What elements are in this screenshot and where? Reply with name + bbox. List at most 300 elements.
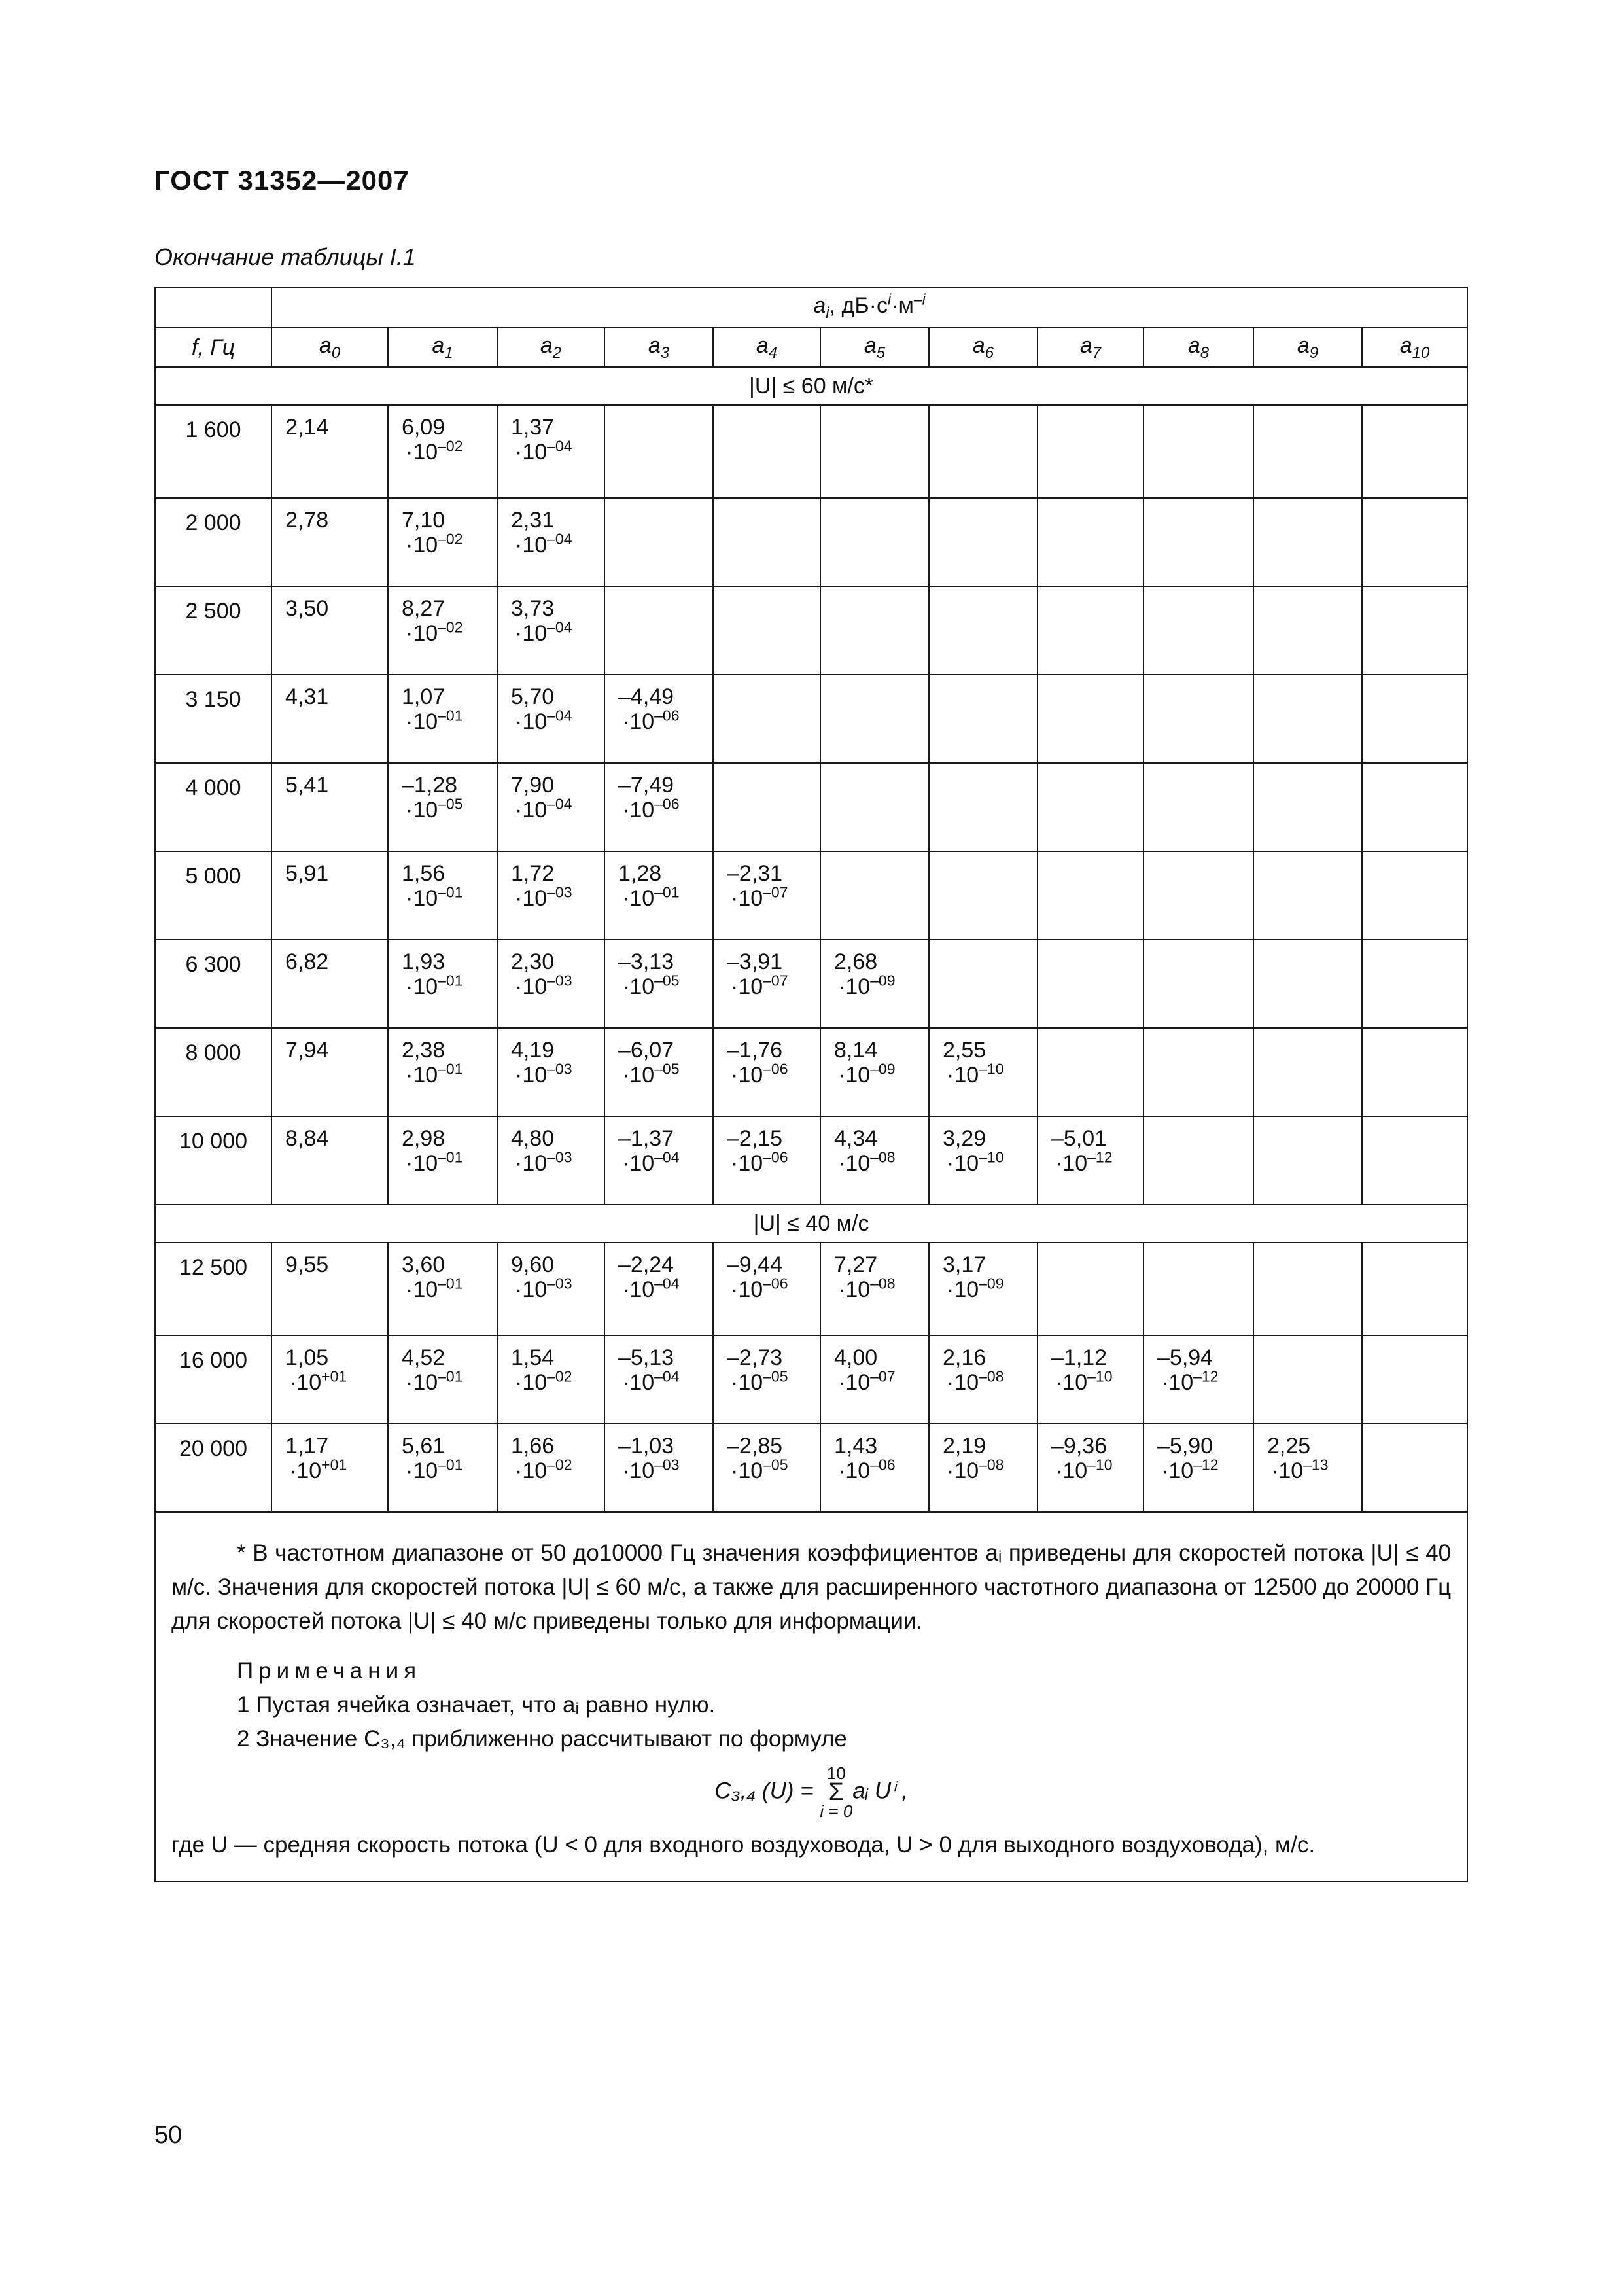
column-header-a5: $a_5$ xyxy=(820,328,929,367)
coefficient-exponent: $\cdot 10^{-04}$ xyxy=(622,1275,680,1302)
coefficient-cell-a2 xyxy=(497,405,604,498)
coefficient-cell-a6 xyxy=(929,1243,1038,1335)
coefficient-cell-a5 xyxy=(820,851,929,940)
coefficient-exponent: $\cdot 10^{-04}$ xyxy=(515,437,572,465)
table-row xyxy=(155,675,1467,763)
coefficient-cell-a10 xyxy=(1362,1116,1467,1205)
coefficient-cell-a2 xyxy=(497,1424,604,1512)
coefficient-cell-a2 xyxy=(497,1116,604,1205)
column-header-a2: $a_2$ xyxy=(497,328,604,367)
coefficient-mantissa: 1,54 xyxy=(511,1345,555,1370)
coefficient-exponent: $\cdot 10^{-03}$ xyxy=(622,1456,680,1483)
table-row xyxy=(155,586,1467,675)
coefficient-exponent: $\cdot 10^{+01}$ xyxy=(289,1368,347,1395)
coefficient-cell-a1 xyxy=(388,1028,497,1116)
coefficient-cell-a1 xyxy=(388,498,497,586)
coefficient-mantissa: –3,13 xyxy=(618,949,674,974)
coefficient-mantissa: 5,41 xyxy=(285,773,329,798)
coefficient-cell-a3 xyxy=(604,675,713,763)
coefficient-cell-a0 xyxy=(271,675,388,763)
coefficient-mantissa: 9,55 xyxy=(285,1252,329,1277)
coefficient-exponent: $\cdot 10^{-08}$ xyxy=(947,1368,1004,1395)
coefficient-mantissa: 7,90 xyxy=(511,773,555,798)
coefficient-cell-a6 xyxy=(929,763,1038,851)
coefficient-mantissa: 7,10 xyxy=(402,508,445,533)
coefficient-mantissa: 1,28 xyxy=(618,861,662,886)
coefficient-cell-a7 xyxy=(1038,405,1143,498)
table-row xyxy=(155,1335,1467,1424)
coefficient-cell-a4 xyxy=(713,1116,820,1205)
coefficient-exponent: $\cdot 10^{-03}$ xyxy=(515,1060,572,1087)
frequency-cell: 8 000 xyxy=(155,1028,271,1116)
coefficient-cell-a3 xyxy=(604,1028,713,1116)
coefficient-mantissa: –6,07 xyxy=(618,1038,674,1063)
coefficient-cell-a4 xyxy=(713,940,820,1028)
coefficient-cell-a10 xyxy=(1362,940,1467,1028)
coefficient-cell-a8 xyxy=(1143,1243,1253,1335)
coefficient-exponent: $\cdot 10^{-04}$ xyxy=(622,1368,680,1395)
coefficient-mantissa: 2,98 xyxy=(402,1126,445,1151)
coefficient-cell-a5 xyxy=(820,763,929,851)
coefficient-exponent: $\cdot 10^{-10}$ xyxy=(1055,1368,1113,1395)
table-row xyxy=(155,1243,1467,1335)
coefficient-exponent: $\cdot 10^{-07}$ xyxy=(731,972,788,999)
coefficient-cell-a2 xyxy=(497,1243,604,1335)
table-row xyxy=(155,1424,1467,1512)
footnote: * В частотном диапазоне от 50 до10000 Гц значения коэффициентов aᵢ приведены для скоростей потока |U| ≤ 40 м/с. Значения для скоростей потока |U| ≤ 60 м/с, а также для расширенного частотного диапазона от 12500 до 20000 Гц для скоростей потока |U| ≤ 40 м/с приведены только для информации. xyxy=(171,1540,1452,1634)
coefficient-cell-a0 xyxy=(271,1335,388,1424)
table-row xyxy=(155,763,1467,851)
coefficient-mantissa: 3,73 xyxy=(511,596,555,621)
coefficient-cell-a7 xyxy=(1038,586,1143,675)
coefficient-cell-a3 xyxy=(604,498,713,586)
coefficient-exponent: $\cdot 10^{-01}$ xyxy=(406,1148,463,1176)
coefficient-cell-a4 xyxy=(713,405,820,498)
formula xyxy=(171,1764,1451,1820)
coefficient-cell-a5 xyxy=(820,1424,929,1512)
coefficient-mantissa: –1,76 xyxy=(727,1038,783,1063)
coefficient-mantissa: –9,36 xyxy=(1051,1434,1108,1458)
coefficient-cell-a2 xyxy=(497,498,604,586)
coefficient-cell-a10 xyxy=(1362,586,1467,675)
coefficient-mantissa: –5,01 xyxy=(1051,1126,1108,1151)
table-row xyxy=(155,851,1467,940)
coefficient-exponent: $\cdot 10^{-04}$ xyxy=(622,1148,680,1176)
coefficient-exponent: $\cdot 10^{-08}$ xyxy=(947,1456,1004,1483)
coefficient-exponent: $\cdot 10^{-01}$ xyxy=(406,1368,463,1395)
notes-block xyxy=(155,1512,1467,1881)
coefficient-mantissa: –2,31 xyxy=(727,861,783,886)
frequency-cell: 1 600 xyxy=(155,405,271,498)
coefficient-cell-a2 xyxy=(497,586,604,675)
coefficient-cell-a9 xyxy=(1253,763,1362,851)
coefficient-exponent: $\cdot 10^{-03}$ xyxy=(515,972,572,999)
table-row xyxy=(155,498,1467,586)
coefficient-exponent: $\cdot 10^{-06}$ xyxy=(838,1456,896,1483)
coefficient-cell-a7 xyxy=(1038,763,1143,851)
coefficient-cell-a10 xyxy=(1362,675,1467,763)
coefficient-cell-a7 xyxy=(1038,1243,1143,1335)
coefficient-cell-a9 xyxy=(1253,405,1362,498)
coefficient-exponent: $\cdot 10^{-12}$ xyxy=(1055,1148,1113,1176)
coefficient-exponent: $\cdot 10^{-02}$ xyxy=(406,618,463,646)
coefficient-exponent: $\cdot 10^{-06}$ xyxy=(622,707,680,734)
coefficient-mantissa: 3,17 xyxy=(943,1252,986,1277)
coefficient-cell-a9 xyxy=(1253,1424,1362,1512)
coefficient-mantissa: –2,24 xyxy=(618,1252,674,1277)
coefficient-mantissa: 1,72 xyxy=(511,861,555,886)
coefficient-mantissa: –9,44 xyxy=(727,1252,783,1277)
coefficient-exponent: $\cdot 10^{+01}$ xyxy=(289,1456,347,1483)
coefficient-cell-a4 xyxy=(713,498,820,586)
coefficient-mantissa: 7,27 xyxy=(834,1252,878,1277)
page-number: 50 xyxy=(154,2121,183,2149)
coefficient-cell-a9 xyxy=(1253,675,1362,763)
coefficient-cell-a2 xyxy=(497,1335,604,1424)
coefficient-cell-a4 xyxy=(713,1335,820,1424)
column-header-a0: $a_0$ xyxy=(271,328,388,367)
coefficient-mantissa: 8,14 xyxy=(834,1038,878,1063)
table-row xyxy=(155,1116,1467,1205)
coefficient-cell-a2 xyxy=(497,675,604,763)
coefficient-mantissa: 5,70 xyxy=(511,684,555,709)
coefficient-cell-a5 xyxy=(820,1335,929,1424)
coefficient-cell-a2 xyxy=(497,940,604,1028)
coefficient-cell-a1 xyxy=(388,1243,497,1335)
coefficient-mantissa: 1,07 xyxy=(402,684,445,709)
column-header-a10: $a_{10}$ xyxy=(1362,328,1467,367)
coefficient-cell-a6 xyxy=(929,586,1038,675)
frequency-cell: 2 500 xyxy=(155,586,271,675)
coefficient-exponent: $\cdot 10^{-10}$ xyxy=(947,1060,1004,1087)
coefficient-exponent: $\cdot 10^{-04}$ xyxy=(515,618,572,646)
coefficient-exponent: $\cdot 10^{-09}$ xyxy=(838,1060,896,1087)
coefficient-cell-a9 xyxy=(1253,1335,1362,1424)
coefficient-cell-a3 xyxy=(604,851,713,940)
coefficient-exponent: $\cdot 10^{-02}$ xyxy=(515,1456,572,1483)
coefficient-mantissa: 2,31 xyxy=(511,508,555,533)
coefficient-mantissa: 6,82 xyxy=(285,949,329,974)
coefficient-exponent: $\cdot 10^{-08}$ xyxy=(838,1275,896,1302)
coefficient-cell-a5 xyxy=(820,405,929,498)
coefficient-cell-a8 xyxy=(1143,586,1253,675)
coefficient-cell-a9 xyxy=(1253,586,1362,675)
coefficient-cell-a3 xyxy=(604,405,713,498)
coefficient-exponent: $\cdot 10^{-10}$ xyxy=(947,1148,1004,1176)
coefficient-cell-a5 xyxy=(820,1028,929,1116)
units-header: $a_i$, $дБ\cdot с^i\cdot м^{-i}$ xyxy=(271,287,1467,328)
coefficient-mantissa: –7,49 xyxy=(618,773,674,798)
coefficient-cell-a8 xyxy=(1143,763,1253,851)
coefficient-cell-a8 xyxy=(1143,405,1253,498)
coefficient-mantissa: –5,90 xyxy=(1157,1434,1213,1458)
coefficient-cell-a1 xyxy=(388,851,497,940)
coefficient-cell-a0 xyxy=(271,1028,388,1116)
coefficient-cell-a9 xyxy=(1253,1116,1362,1205)
coefficient-mantissa: –2,85 xyxy=(727,1434,783,1458)
coefficient-cell-a4 xyxy=(713,1243,820,1335)
coefficient-cell-a0 xyxy=(271,763,388,851)
coefficient-mantissa: –1,37 xyxy=(618,1126,674,1151)
coefficient-cell-a8 xyxy=(1143,675,1253,763)
summation: 10 Σ i = 0 xyxy=(820,1763,853,1821)
coefficient-mantissa: 8,84 xyxy=(285,1126,329,1151)
note-1: 1 Пустая ячейка означает, что aᵢ равно нулю. xyxy=(237,1692,716,1718)
coefficient-mantissa: 3,29 xyxy=(943,1126,986,1151)
coefficient-exponent: $\cdot 10^{-12}$ xyxy=(1161,1456,1219,1483)
coefficient-cell-a5 xyxy=(820,586,929,675)
coefficient-cell-a0 xyxy=(271,1243,388,1335)
coefficient-mantissa: 2,14 xyxy=(285,415,329,440)
coefficient-mantissa: 3,50 xyxy=(285,596,329,621)
coefficient-cell-a9 xyxy=(1253,940,1362,1028)
coefficient-cell-a1 xyxy=(388,1424,497,1512)
coefficient-exponent: $\cdot 10^{-01}$ xyxy=(406,1275,463,1302)
coefficient-mantissa: 2,19 xyxy=(943,1434,986,1458)
coefficient-cell-a1 xyxy=(388,405,497,498)
coefficient-cell-a7 xyxy=(1038,851,1143,940)
column-header-f: f, Гц xyxy=(155,328,271,367)
coefficient-exponent: $\cdot 10^{-06}$ xyxy=(622,795,680,822)
coefficient-cell-a9 xyxy=(1253,851,1362,940)
frequency-cell: 6 300 xyxy=(155,940,271,1028)
coefficient-cell-a3 xyxy=(604,940,713,1028)
coefficient-exponent: $\cdot 10^{-05}$ xyxy=(731,1368,788,1395)
coefficient-cell-a8 xyxy=(1143,940,1253,1028)
coefficient-exponent: $\cdot 10^{-05}$ xyxy=(406,795,463,822)
coefficient-exponent: $\cdot 10^{-03}$ xyxy=(515,883,572,911)
coefficient-mantissa: 1,93 xyxy=(402,949,445,974)
coefficient-mantissa: 9,60 xyxy=(511,1252,555,1277)
coefficient-mantissa: –2,73 xyxy=(727,1345,783,1370)
corner-cell xyxy=(155,287,271,328)
where-clause: где U — средняя скорость потока (U < 0 для входного воздуховода, U > 0 для выходного воздуховода), м/с. xyxy=(171,1832,1316,1858)
coefficient-mantissa: 2,78 xyxy=(285,508,329,533)
coefficient-exponent: $\cdot 10^{-12}$ xyxy=(1161,1368,1219,1395)
coefficient-exponent: $\cdot 10^{-04}$ xyxy=(515,795,572,822)
coefficient-exponent: $\cdot 10^{-01}$ xyxy=(406,1456,463,1483)
coefficient-cell-a1 xyxy=(388,1335,497,1424)
coefficient-cell-a8 xyxy=(1143,1424,1253,1512)
column-header-a8: $a_8$ xyxy=(1143,328,1253,367)
coefficient-cell-a9 xyxy=(1253,1243,1362,1335)
frequency-cell: 5 000 xyxy=(155,851,271,940)
coefficient-mantissa: 7,94 xyxy=(285,1038,329,1063)
coefficient-exponent: $\cdot 10^{-09}$ xyxy=(838,972,896,999)
coefficient-mantissa: 2,38 xyxy=(402,1038,445,1063)
coefficient-exponent: $\cdot 10^{-02}$ xyxy=(406,530,463,557)
coefficient-cell-a3 xyxy=(604,1335,713,1424)
coefficient-cell-a10 xyxy=(1362,763,1467,851)
coefficient-cell-a1 xyxy=(388,940,497,1028)
coefficient-mantissa: 2,30 xyxy=(511,949,555,974)
column-header-a4: $a_4$ xyxy=(713,328,820,367)
coefficient-cell-a6 xyxy=(929,1335,1038,1424)
coefficient-cell-a8 xyxy=(1143,1116,1253,1205)
coefficient-cell-a6 xyxy=(929,1424,1038,1512)
coefficients-table xyxy=(154,287,1468,1882)
coefficient-cell-a6 xyxy=(929,675,1038,763)
frequency-cell: 3 150 xyxy=(155,675,271,763)
coefficient-cell-a8 xyxy=(1143,1335,1253,1424)
coefficient-exponent: $\cdot 10^{-06}$ xyxy=(731,1060,788,1087)
coefficient-cell-a3 xyxy=(604,1116,713,1205)
coefficient-cell-a0 xyxy=(271,940,388,1028)
coefficient-exponent: $\cdot 10^{-01}$ xyxy=(406,707,463,734)
coefficient-cell-a6 xyxy=(929,498,1038,586)
coefficient-cell-a8 xyxy=(1143,498,1253,586)
coefficient-cell-a10 xyxy=(1362,1424,1467,1512)
column-header-a3: $a_3$ xyxy=(604,328,713,367)
section-header-40: |U| ≤ 40 м/с xyxy=(155,1205,1467,1243)
coefficient-exponent: $\cdot 10^{-07}$ xyxy=(731,883,788,911)
coefficient-exponent: $\cdot 10^{-04}$ xyxy=(515,530,572,557)
column-header-a6: $a_6$ xyxy=(929,328,1038,367)
coefficient-mantissa: 1,66 xyxy=(511,1434,555,1458)
coefficient-cell-a0 xyxy=(271,851,388,940)
coefficient-exponent: $\cdot 10^{-13}$ xyxy=(1271,1456,1329,1483)
coefficient-mantissa: 4,34 xyxy=(834,1126,878,1151)
coefficient-cell-a5 xyxy=(820,498,929,586)
coefficient-cell-a8 xyxy=(1143,851,1253,940)
coefficient-cell-a5 xyxy=(820,940,929,1028)
column-header-a9: $a_9$ xyxy=(1253,328,1362,367)
coefficient-cell-a5 xyxy=(820,1116,929,1205)
coefficient-cell-a9 xyxy=(1253,498,1362,586)
coefficient-mantissa: 5,61 xyxy=(402,1434,445,1458)
coefficient-cell-a3 xyxy=(604,1243,713,1335)
coefficient-mantissa: –1,12 xyxy=(1051,1345,1108,1370)
coefficient-cell-a5 xyxy=(820,675,929,763)
coefficient-cell-a0 xyxy=(271,586,388,675)
coefficient-cell-a1 xyxy=(388,675,497,763)
frequency-cell: 12 500 xyxy=(155,1243,271,1335)
coefficient-cell-a4 xyxy=(713,1424,820,1512)
coefficient-mantissa: 2,16 xyxy=(943,1345,986,1370)
coefficient-cell-a10 xyxy=(1362,851,1467,940)
coefficient-cell-a7 xyxy=(1038,675,1143,763)
coefficient-cell-a3 xyxy=(604,763,713,851)
coefficient-exponent: $\cdot 10^{-05}$ xyxy=(622,1060,680,1087)
coefficient-mantissa: 3,60 xyxy=(402,1252,445,1277)
coefficient-cell-a0 xyxy=(271,1424,388,1512)
coefficient-cell-a4 xyxy=(713,763,820,851)
coefficient-mantissa: 4,52 xyxy=(402,1345,445,1370)
coefficient-cell-a9 xyxy=(1253,1028,1362,1116)
table-row xyxy=(155,940,1467,1028)
coefficient-cell-a6 xyxy=(929,1028,1038,1116)
coefficient-cell-a7 xyxy=(1038,1116,1143,1205)
coefficient-mantissa: 1,37 xyxy=(511,415,555,440)
coefficient-cell-a4 xyxy=(713,675,820,763)
coefficient-exponent: $\cdot 10^{-02}$ xyxy=(515,1368,572,1395)
coefficient-cell-a7 xyxy=(1038,1424,1143,1512)
section-header-60: |U| ≤ 60 м/с* xyxy=(155,367,1467,405)
coefficient-cell-a6 xyxy=(929,940,1038,1028)
coefficient-mantissa: –3,91 xyxy=(727,949,783,974)
coefficient-mantissa: 4,31 xyxy=(285,684,329,709)
coefficient-mantissa: –5,13 xyxy=(618,1345,674,1370)
coefficient-mantissa: –1,03 xyxy=(618,1434,674,1458)
coefficient-exponent: $\cdot 10^{-05}$ xyxy=(622,972,680,999)
coefficient-exponent: $\cdot 10^{-10}$ xyxy=(1055,1456,1113,1483)
coefficient-cell-a2 xyxy=(497,1028,604,1116)
table-row xyxy=(155,1028,1467,1116)
coefficient-exponent: $\cdot 10^{-09}$ xyxy=(947,1275,1004,1302)
coefficient-mantissa: –4,49 xyxy=(618,684,674,709)
coefficient-mantissa: 2,68 xyxy=(834,949,878,974)
frequency-cell: 2 000 xyxy=(155,498,271,586)
coefficient-cell-a3 xyxy=(604,586,713,675)
coefficient-cell-a4 xyxy=(713,586,820,675)
coefficient-mantissa: 4,80 xyxy=(511,1126,555,1151)
coefficient-cell-a7 xyxy=(1038,1335,1143,1424)
coefficient-cell-a4 xyxy=(713,851,820,940)
coefficient-cell-a6 xyxy=(929,1116,1038,1205)
frequency-cell: 10 000 xyxy=(155,1116,271,1205)
coefficient-exponent: $\cdot 10^{-03}$ xyxy=(515,1275,572,1302)
coefficient-cell-a1 xyxy=(388,586,497,675)
coefficient-cell-a10 xyxy=(1362,1335,1467,1424)
coefficient-cell-a5 xyxy=(820,1243,929,1335)
coefficient-cell-a10 xyxy=(1362,498,1467,586)
coefficient-cell-a10 xyxy=(1362,1028,1467,1116)
coefficient-mantissa: 1,56 xyxy=(402,861,445,886)
coefficient-cell-a0 xyxy=(271,498,388,586)
coefficient-cell-a6 xyxy=(929,851,1038,940)
coefficient-cell-a4 xyxy=(713,1028,820,1116)
coefficient-cell-a7 xyxy=(1038,498,1143,586)
coefficient-mantissa: 5,91 xyxy=(285,861,329,886)
coefficient-cell-a6 xyxy=(929,405,1038,498)
coefficient-cell-a2 xyxy=(497,851,604,940)
coefficient-mantissa: 1,05 xyxy=(285,1345,329,1370)
coefficient-exponent: $\cdot 10^{-07}$ xyxy=(838,1368,896,1395)
coefficient-cell-a3 xyxy=(604,1424,713,1512)
coefficient-mantissa: 1,17 xyxy=(285,1434,329,1458)
coefficient-exponent: $\cdot 10^{-02}$ xyxy=(406,437,463,465)
notes-title: Примечания xyxy=(237,1658,422,1684)
coefficient-mantissa: –5,94 xyxy=(1157,1345,1213,1370)
column-header-a1: $a_1$ xyxy=(388,328,497,367)
coefficient-exponent: $\cdot 10^{-01}$ xyxy=(622,883,680,911)
coefficient-cell-a1 xyxy=(388,763,497,851)
coefficient-cell-a7 xyxy=(1038,1028,1143,1116)
coefficient-cell-a1 xyxy=(388,1116,497,1205)
coefficient-mantissa: 4,00 xyxy=(834,1345,878,1370)
table-row xyxy=(155,405,1467,498)
frequency-cell: 20 000 xyxy=(155,1424,271,1512)
coefficient-mantissa: 6,09 xyxy=(402,415,445,440)
coefficient-exponent: $\cdot 10^{-08}$ xyxy=(838,1148,896,1176)
coefficient-exponent: $\cdot 10^{-05}$ xyxy=(731,1456,788,1483)
coefficient-cell-a0 xyxy=(271,1116,388,1205)
coefficient-exponent: $\cdot 10^{-03}$ xyxy=(515,1148,572,1176)
coefficient-cell-a8 xyxy=(1143,1028,1253,1116)
coefficient-mantissa: –2,15 xyxy=(727,1126,783,1151)
coefficient-exponent: $\cdot 10^{-06}$ xyxy=(731,1275,788,1302)
coefficient-cell-a2 xyxy=(497,763,604,851)
coefficient-mantissa: –1,28 xyxy=(402,773,458,798)
note-2: 2 Значение C₃,₄ приближенно рассчитывают по формуле xyxy=(237,1726,847,1752)
coefficient-cell-a10 xyxy=(1362,405,1467,498)
frequency-cell: 4 000 xyxy=(155,763,271,851)
frequency-cell: 16 000 xyxy=(155,1335,271,1424)
formula-lhs: C₃,₄ (U) = xyxy=(714,1778,814,1804)
coefficient-exponent: $\cdot 10^{-01}$ xyxy=(406,1060,463,1087)
coefficient-cell-a0 xyxy=(271,405,388,498)
coefficient-mantissa: 1,43 xyxy=(834,1434,878,1458)
